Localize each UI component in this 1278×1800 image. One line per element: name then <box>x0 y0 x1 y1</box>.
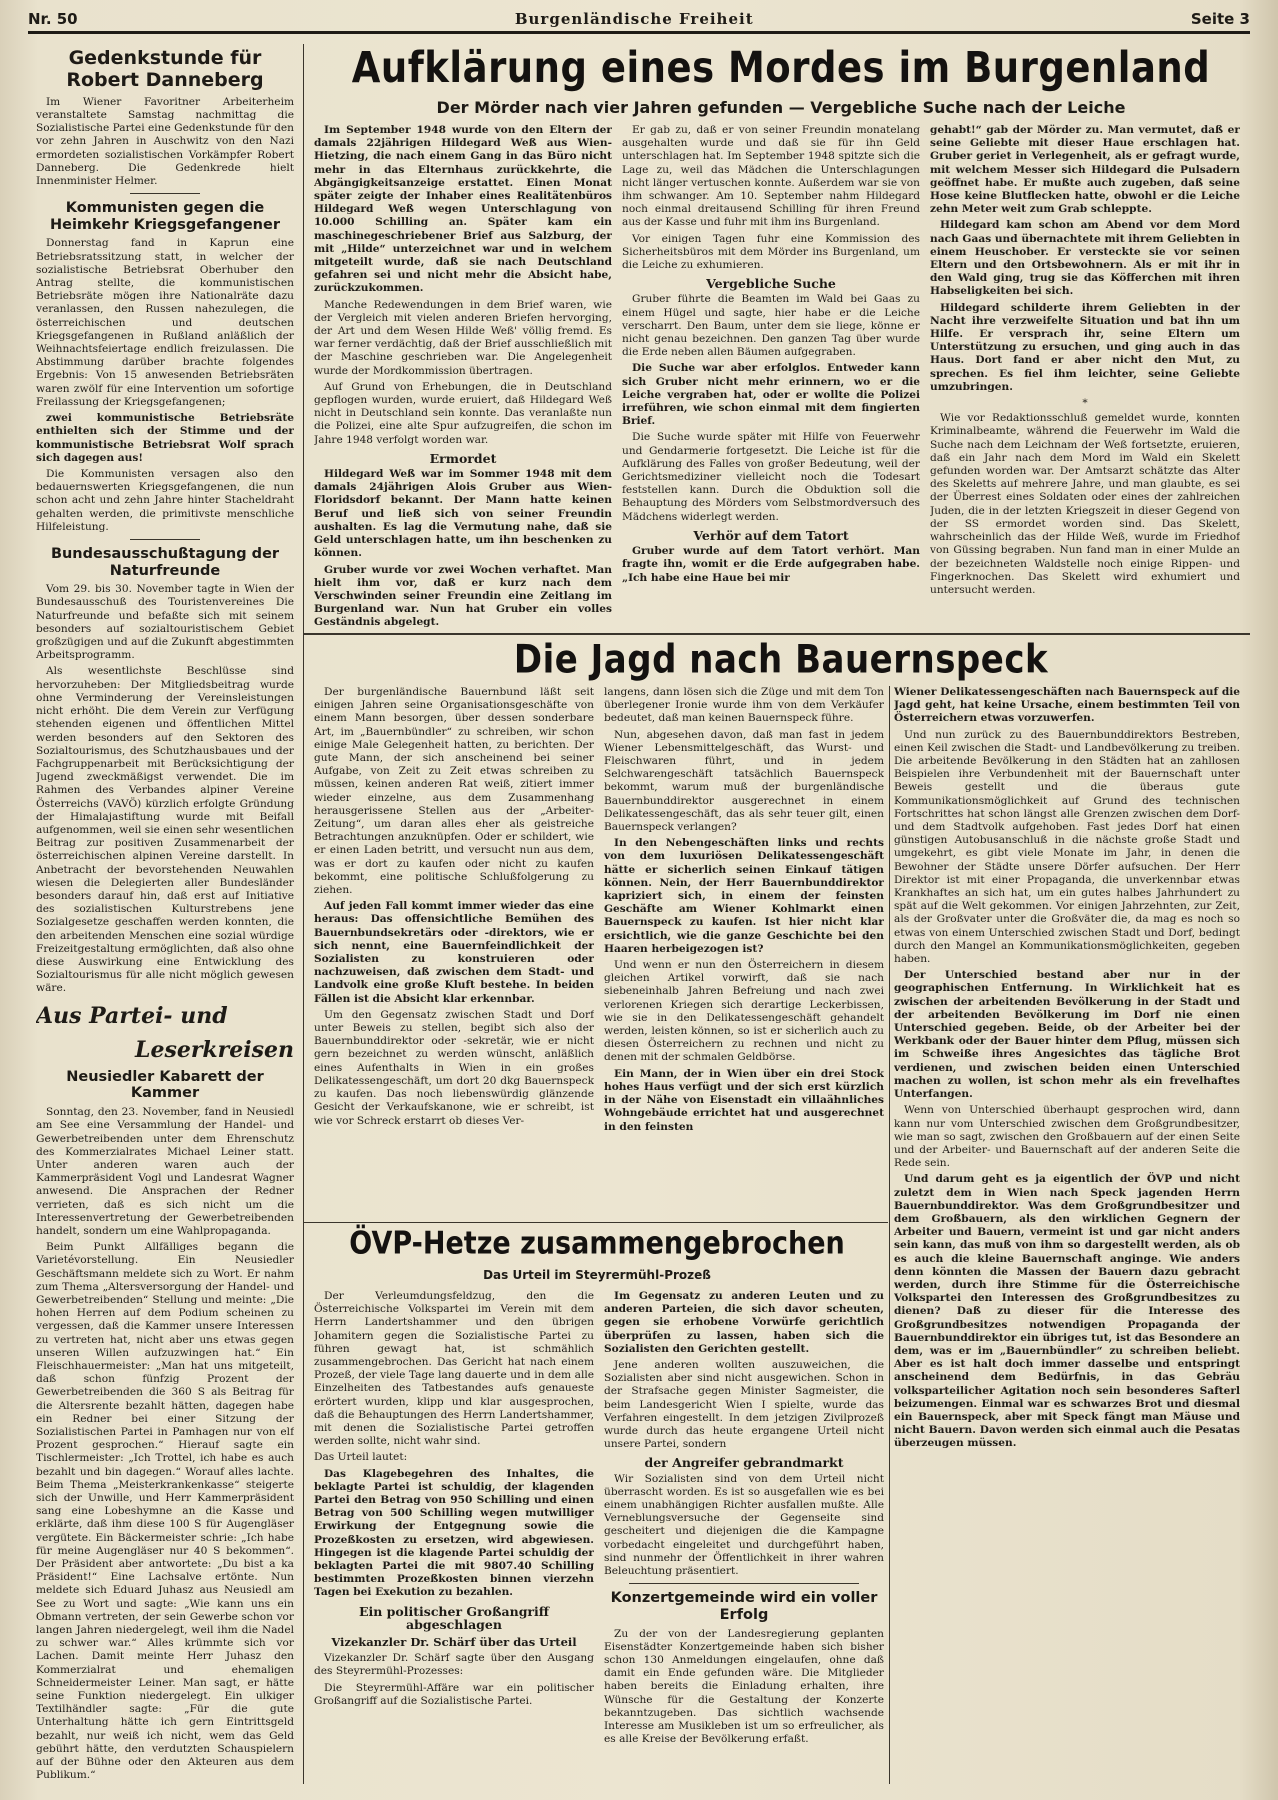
divider <box>130 193 200 194</box>
subheading-suche: Vergebliche Suche <box>706 276 836 292</box>
article-text: Gruber führte die Beamten im Wald bei Gaas zu einem Hügel und sagte, hier habe er die Leiche verscharrt. Den Baum, unter dem sie liege, könne er nicht genau bezeichnen. Den ganzen Tag über wurde die Erde neben allen Bäumen aufgegraben. <box>622 293 920 359</box>
separator-star: * <box>1082 397 1088 410</box>
subheadline-mord: Der Mörder nach vier Jahren gefunden — Vergebliche Suche nach der Leiche <box>436 98 1126 117</box>
article-text: Gruber wurde vor zwei Wochen verhaftet. Man hielt ihm vor, daß er kurz nach dem Verschwinden seiner Freundin eine Zeitlang im Burgenland war. Nun hat Gruber ein volles Geständnis abgelegt. <box>314 563 612 629</box>
section-rule-mord <box>304 633 1250 635</box>
article-text: Im September 1948 wurde von den Eltern der damals 22jährigen Hildegard Weß aus Wien-Hietzing, die nach einem Gang in das Büro nicht mehr in das Elternhaus zurückkehrte, die Abgängigkeitsanzeige erstattet. Einen Monat später zeigte der Inhaber eines Realitätenbüros Hildegard Weß wegen Unterschlagung von 10.000 Schilling an. Später kam ein maschinegeschriebener Brief aus Salzburg, der mit „Hilde“ unterzeichnet war und in welchem mitgeteilt wurde, daß sie nach Deutschland gefahren sei und nicht mehr die Absicht habe, zurückzukommen. <box>314 124 612 295</box>
article-text: Vor einigen Tagen fuhr eine Kommission des Sicherheitsbüros mit dem Mörder ins Burgenland, um die Leiche zu exhumieren. <box>622 232 920 272</box>
subheading-grossangriff: Ein politischer Großangriff abgeschlagen <box>358 1603 550 1632</box>
subheading-verhoer: Verhör auf dem Tatort <box>693 527 849 543</box>
article-text: Hildegard Weß war im Sommer 1948 mit dem damals 24jährigen Alois Gruber aus Wien-Floridsdorf bekannt. Der Mann hatte keinen Beruf und ließ sich von seiner Freundin aushalten. Es lag die Vermutung nahe, daß sie Geld unterschlagen hatte, um ihn beschenken zu können. <box>314 468 612 560</box>
article-text: Ein Mann, der in Wien über ein drei Stock hohes Haus verfügt und der sich erst kürzlich in der Nähe von Eisenstadt ein villaähnliches Wohngebäude errichtet hat und ausgerechnet in den feinsten <box>604 1067 884 1133</box>
article-title-kabarett: Neusiedler Kabarett der Kammer <box>66 1068 264 1102</box>
article-text: Wiener Delikatessengeschäften nach Bauernspeck auf die Jagd geht, hat keine Ursache, einem bestimmten Teil von Österreichern etwas vorzuwerfen. <box>894 686 1240 725</box>
article-text: Als wesentlichste Beschlüsse sind hervorzuheben: Der Mitgliedsbeitrag wurde ohne Verminderung der Vereinsleistungen nicht erhöht. Die dem Verein zur Verfügung stehenden eigenen und öffentlichen Mittel werden besonders auf den Sektoren des Sozialtourismus, des Schutzhausbaues und der Fachgruppenarbeit mit Berücksichtigung der Jugend zweckmäßigst verwendet. Die im Rahmen des Verbandes alpiner Vereine Österreichs (VAVÖ) kürzlich erfolgte Gründung der Himalajastiftung wurde mit Beifall aufgenommen, weil sie einen sehr wesentlichen Beitrag zur positiven Zusammenarbeit der österreichischen alpinen Vereine darstellt. In Anbetracht der bevorstehenden Neuwahlen wiesen die Delegierten aller Bundesländer besonders darauf hin, daß erst auf Initiative des sozialistischen Kulturstrebens jene Sozialgesetze geschaffen werden konnten, die den arbeitenden Menschen eine sozial würdige Freizeitgestaltung ermöglichten, daß also ohne diese Auswirkung eine Entwicklung des Sozialtourismus für alle nicht möglich gewesen wäre. <box>36 665 294 995</box>
article-text: Wenn von Unterschied überhaupt gesprochen wird, dann kann nur vom Unterschied zwischen dem Großgrundbesitzer, wie man so sagt, zwischen den Großbauern auf der einen Seite und der Arbeiter- und Bauernschaft auf der anderen Seite die Rede sein. <box>894 1104 1240 1170</box>
article-text: Hildegard kam schon am Abend vor dem Mord nach Gaas und übernachtete mit ihrem Geliebten in einem Heuschober. Er versteckte sie vor seinen Eltern und den Ortsbewohnern. Als er mit ihr in den Wald ging, trug sie das Köfferchen mit ihren Habseligkeiten bei sich. <box>930 219 1240 298</box>
article-text: Wie vor Redaktionsschluß gemeldet wurde, konnten Kriminalbeamte, während die Feuerwehr im Wald die Suche nach dem Leichnam der Weß fortsetzte, eruieren, daß ein Jahr nach dem Mord im Wald ein Skelett gefunden worden war. Der Amtsarzt schätzte das Alter des Skeletts auf mehrere Jahre, und man glaubte, es sei der Überrest eines Soldaten oder eines der zahlreichen Juden, die in der letzten Kriegszeit in dieser Gegend von der SS ermordet worden sind. Das Skelett, wahrscheinlich das der Hilde Weß, wurde im Friedhof von Güssing begraben. Nun fand man in einer Mulde an der bezeichneten Waldstelle noch einige Rippen- und Fingerknochen. Das Skelett wird exhumiert und untersucht werden. <box>930 412 1240 596</box>
article-text: gehabt!“ gab der Mörder zu. Man vermutet, daß er seine Geliebte mit dieser Haue erschlagen hat. Gruber geriet in Verlegenheit, als er gefragt wurde, mit welchem Messer sich Hildegard die Pulsadern geöffnet habe. Er mußte auch zugeben, daß seine Hose keine Blutflecken hatte, obwohl er die Leiche zehn Meter weit zum Grab schleppte. <box>930 124 1240 216</box>
article-text: Und nun zurück zu des Bauernbunddirektors Bestreben, einen Keil zwischen die Stadt- und Landbevölkerung zu treiben. Die arbeitende Bevölkerung in den Städten hat an zahllosen Beispielen ihre Verbundenheit mit der Bauernschaft unter Beweis gestellt und die überaus gute Kommunikationsmöglichkeit auf Grund des technischen Fortschrittes hat schon längst alle Grenzen zwischen dem Dorf- und dem Stadtvolk aufgehoben. Fast jedes Dorf hat einen günstigen Autobusanschluß in die nächste große Stadt und umgekehrt, es gibt viele Monate im Jahr, in denen die Bewohner der Städte unsere Dörfer aufsuchen. Der Herr Direktor ist mit einer Propaganda, die unverkennbar etwas Krankhaftes an sich hat, um ein gutes halbes Jahrhundert zu spät auf die Welt gekommen. Vor einigen Jahrzehnten, zur Zeit, als der Großvater unter die Großväter die, da mag es noch so etwas von einem Unterschied zwischen Stadt und Dorf, bedingt durch den Mangel an Kommunikationsmöglichkeiten, gegeben haben. <box>894 728 1240 966</box>
article-title-naturfreunde: Bundesausschußtagung der Naturfreunde <box>50 545 280 579</box>
jagd-column-1 <box>314 686 594 1218</box>
article-text: Donnerstag fand in Kaprun eine Betriebsratssitzung statt, in welcher der sozialistische Betriebsrat Oberhuber den Antrag stellte, die kommunistischen Betriebsräte mögen ihre Nationalräte dazu veranlassen, den Russen nahezulegen, die österreichischen und deutschen Kriegsgefangenen in Rußland anläßlich der Weihnachtsfeiertage endlich freizulassen. Die Abstimmung darüber brachte folgendes Ergebnis: Von 15 anwesenden Betriebsräten waren zwölf für eine Intervention um sofortige Freilassung der Kriegsgefangenen; <box>36 237 294 408</box>
article-text: Die Suche wurde später mit Hilfe von Feuerwehr und Gendarmerie fortgesetzt. Die Leiche ist für die Aufklärung des Falles von großer Bedeutung, weil der Gerichtsmediziner vielleicht noch die Todesart feststellen kann. Durch die Obduktion soll die Behauptung des Mörders vom Selbstmordversuch des Mädchens widerlegt werden. <box>622 431 920 523</box>
article-text: Vom 29. bis 30. November tagte in Wien der Bundesausschuß des Touristenvereines Die Naturfreunde und befaßte sich mit seinem besonders auf sozialtouristischem Gebiet großzügigen und auf die Zukunft abgestimmten Arbeitsprogramm. <box>36 583 294 662</box>
headline-mord: Aufklärung eines Mordes im Burgenland <box>351 42 1211 93</box>
rubric-title-line2: Leserkreisen <box>134 1037 294 1064</box>
article-text: Wir Sozialisten sind von dem Urteil nicht überrascht worden. Es ist so ausgefallen wie es bei einem unabhängigen Richter ausfallen mußte. Alle Verneblungsversuche der Gegenseite sind gescheitert und diejenigen die die Kampagne vorbedacht eingeleitet und durchgeführt haben, sind nunmehr der Öffentlichkeit in ihrer wahren Beleuchtung präsentiert. <box>604 1472 884 1578</box>
subheading-angreifer: der Angreifer gebrandmarkt <box>644 1455 844 1471</box>
article-text: Im Gegensatz zu anderen Leuten und zu anderen Parteien, die sich davor scheuten, gegen sie erhobene Vorwürfe gerichtlich überprüfen zu lassen, haben sich die Sozialisten den Gerichten gestellt. <box>604 1290 884 1355</box>
column-rule <box>889 686 890 1784</box>
article-text: Und darum geht es ja eigentlich der ÖVP und nicht zuletzt dem in Wien nach Speck jagenden Herrn Bauernbunddirektor. Was dem Großgrundbesitzer und dem Großbauern, als den wirklichen Gegnern der Arbeiter und Bauern, vermeint ist und gar nicht anders sein kann, das muß von ihm so dargestellt werden, als ob es auch die kleine Bauernschaft anginge. Wie anders denn könnten die Massen der Bauern dazu gebracht werden, durch ihre Stimme für die Österreichische Volkspartei den Interessen des Großgrundbesitzes zu dienen? Daß zu dieser für die Interesse des Großgrundbesitzes notwendigen Propaganda der Bauernbunddirektor ein übriges tut, ist das Besondere an dem, was er im „Bauernbündler“ zu schreiben beliebt. Aber es ist halt doch immer dasselbe und entspringt anscheinend dem Bedürfnis, in das Gebräu volksparteilicher Agitation noch sein besonderes Safterl beizumengen. Einmal war es schwarzes Brot und diesmal ein Bauernspeck, aber mit Speck fängt man Mäuse und nicht Bauern. Davon werden sich einmal auch die Pesatas überzeugen müssen. <box>894 1173 1240 1450</box>
article-text: Im Wiener Favoritner Arbeiterheim veranstaltete Samstag nachmittag die Sozialistische Partei eine Gedenkstunde für den vor zehn Jahren in Auschwitz von den Nazi ermordeten sozialistischen Vorkämpfer Robert Danneberg. Die Gedenkrede hielt Innenminister Helmer. <box>36 95 294 187</box>
article-title-kommunisten: Kommunisten gegen die Heimkehr Kriegsgefangener <box>49 200 280 233</box>
mord-column-2 <box>622 124 920 632</box>
issue-number: Nr. 50 <box>28 10 78 28</box>
article-text: Das Klagebegehren des Inhaltes, die beklagte Partei ist schuldig, der klagenden Partei den Betrag von 950 Schilling und einen Betrag von 500 Schilling wegen mutwilliger Erwirkung der Entgegnung sowie die Prozeßkosten zu ersetzen, wird abgewiesen. Hingegen ist die klagende Partei schuldig der beklagten Partei die mit 9807.40 Schilling bestimmten Prozeßkosten binnen vierzehn Tagen bei Exekution zu bezahlen. <box>314 1467 594 1599</box>
mord-column-3 <box>930 124 1240 632</box>
subheading-ermordet: Ermordet <box>429 450 497 466</box>
article-text: Gruber wurde auf dem Tatort verhört. Man fragte ihn, womit er die Erde aufgegraben habe. „Ich habe eine Haue bei mir <box>622 545 920 584</box>
article-text: Beim Punkt Allfälliges begann die Varietévorstellung. Ein Neusiedler Geschäftsmann meldete sich zu Wort. Er nahm zum Thema „Altersversorgung der Handel- und Gewerbetreibenden“ Stellung und meinte: „Die hohen Herren auf dem Podium scheinen zu vergessen, daß die Kammer unsere Interessen zu vertreten hat, nicht aber uns etwas gegen unseren Willen aufzuzwingen hat.“ Ein Fleischhauermeister: „Man hat uns mitgeteilt, daß schon fünfzig Prozent der Gewerbetreibenden die 360 S als Beitrag für die Altersrente bezahlt hätten, dagegen habe ein Redner bei einer Sitzung der Sozialistischen Partei in Pamhagen nur von elf Prozent gesprochen.“ Hierauf sagte ein Tischlermeister: „Ich Trottel, ich habe es auch bezahlt und bin dagegen.“ Worauf alles lachte. Beim Thema „Meisterkrankenkasse“ steigerte sich der Unwille, und Herr Kammerpräsident sang eine Lobeshymne an die Kasse und erklärte, daß ihm diese 100 S für Augengläser vergütete. Ein Bäckermeister schrie: „Ich habe für meine Augengläser nur 40 S bekommen“. Der Präsident aber antwortete: „Du bist a ka Präsident!“ Eine Lachsalve ertönte. Nun meldete sich Eduard Juhasz aus Neusiedl am See zu Wort und sagte: „Wie kann uns ein Obmann vertreten, der sein Gewerbe schon vor langen Jahren niedergelegt, weil ihm die Nadel zu schwer war.“ Alles krümmte sich vor Lachen. Damit meinte Herr Juhasz den Kommerzialrat und ehemaligen Schneidermeister Leiner. Man sagt, er hätte seine Funktion niedergelegt. Ein ulkiger Textilhändler sagte: „Für die gute Unterhaltung hätte ich gern Eintrittsgeld bezahlt, nur weiß ich nicht, wem das Geld gebührt hätte, den verdutzten Schauspielern auf der Bühne oder den Akteuren aus dem Publikum.“ <box>36 1241 294 1782</box>
headline-jagd: Die Jagd nach Bauernspeck <box>513 637 1049 683</box>
section-rule-oevp <box>304 1222 888 1223</box>
article-text: Jene anderen wollten auszuweichen, die Sozialisten aber sind nicht ausgewichen. Schon in der Strafsache gegen Minister Sagmeister, die beim Landesgericht Wien I spielte, wurde das Verfahren eingestellt. In dem jetzigen Zivilprozeß wurde durch das heute ergangene Urteil nicht unsere Partei, sondern <box>604 1359 884 1451</box>
article-text: Sonntag, den 23. November, fand in Neusiedl am See eine Versammlung der Handel- und Gewerbetreibenden unter dem Ehrenschutz des Kommerzialrates Michael Leiner statt. Unter anderen waren auch der Kammerpräsident Vogl und Landesrat Wagner anwesend. Die Ansprachen der Redner verrieten, daß es sich nicht um die Interessenvertretung der Gewerbetreibenden handelt, sondern um eine Wahlpropaganda. <box>36 1106 294 1237</box>
rubric-title-line1: Aus Partei- und <box>36 1002 228 1029</box>
article-text: Der burgenländische Bauernbund läßt seit einigen Jahren seine Organisationsgeschäfte von einem Mann besorgen, über dessen sonderbare Art, im „Bauernbündler“ zu schreiben, wir schon einige Male Gelegenheit hatten, zu berichten. Der gute Mann, der sich anscheinend bei seiner Aufgabe, von Zeit zu Zeit etwas schreiben zu müssen, keinen anderen Rat weiß, zitiert immer wieder einzelne, aus dem Zusammenhang herausgerissene Stellen aus der „Arbeiter-Zeitung“, um daran alles eher als geistreiche Betrachtungen anzuknüpfen. Oder er schildert, wie er einen Laden betritt, und versucht nun aus dem, was er dort zu kaufen oder nicht zu kaufen bekommt, eine politische Schlußfolgerung zu ziehen. <box>314 686 594 897</box>
article-text: Zu der von der Landesregierung geplanten Eisenstädter Konzertgemeinde haben sich bisher schon 130 Anmeldungen eingelaufen, ohne daß damit ein Ende gefunden wäre. Die Mitglieder haben bereits die Einladung erhalten, ihre Wünsche für die Gestaltung der Konzerte bekanntzugeben. Das sichtlich wachsende Interesse am Musikleben ist um so erfreulicher, als es alle Kreise der Bevölkerung erfaßt. <box>604 1627 884 1746</box>
article-text: Die Kommunisten versagen also den bedauernswerten Kriegsgefangenen, die nun schon acht und zehn Jahre hinter Stacheldraht gehalten werden, die primitivste menschliche Hilfeleistung. <box>36 467 294 533</box>
article-text: Hildegard schilderte ihrem Geliebten in der Nacht ihre verzweifelte Situation und bat ihn um Hilfe. Er versprach ihr, seine Eltern um Unterstützung zu ersuchen, und ging auch in das Haus. Dort fand er aber nicht den Mut, zu sprechen. Es fiel ihm leichter, seine Geliebte umzubringen. <box>930 301 1240 393</box>
subheading-schaerf: Vizekanzler Dr. Schärf über das Urteil <box>331 1635 577 1650</box>
headline-oevp: ÖVP-Hetze zusammengebrochen <box>349 1225 845 1262</box>
article-text: Und wenn er nun den Österreichern in diesem gleichen Artikel vorwirft, daß sie nach siebeneinhalb Jahren Befreiung und nach zwei verlorenen Kriegen sich derartige Leckerbissen, wie sie in den Delikatessengeschäft gehandelt werden, leisten können, so ist er sicherlich auch zu diesen Österreichern zu rechnen und nicht zu denen mit der schmalen Geldbörse. <box>604 959 884 1064</box>
oevp-column-1 <box>314 1290 594 1790</box>
mord-column-1 <box>314 124 612 632</box>
article-text: Die Steyrermühl-Affäre war ein politischer Großangriff auf die Sozialistische Partei. <box>314 1681 594 1707</box>
article-text: Auf jeden Fall kommt immer wieder das eine heraus: Das offensichtliche Bemühen des Bauernbundsekretärs oder -direktors, wie er sich nennt, eine Bauernfeindlichkeit der Sozialisten zu konstruieren oder nachzuweisen, daß zwischen dem Stadt- und Landvolk eine große Kluft bestehe. In beiden Fällen ist die Absicht klar erkennbar. <box>314 900 594 1005</box>
article-text: Der Verleumdungsfeldzug, den die Österreichische Volkspartei im Verein mit dem Herrn Landertshammer und den übrigen Johamitern gegen die Sozialistische Partei zu führen gewagt hat, ist schmählich zusammengebrochen. Das Gericht hat nach einem Prozeß, der viele Tage lang dauerte und in dem alle Einzelheiten des Tatbestandes aufs genaueste erörtert wurden, klipp und klar ausgesprochen, daß die Behauptungen des Herrn Landertshammer, mit denen die Sozialistische Partei getroffen werden sollte, nicht wahr sind. <box>314 1290 594 1448</box>
article-text: Die Suche war aber erfolglos. Entweder kann sich Gruber nicht mehr erinnern, wo er die Leiche vergraben hat, oder er wollte die Polizei irreführen, wie schon einmal mit dem fingierten Brief. <box>622 362 920 428</box>
paper-name: Burgenländische Freiheit <box>514 10 754 28</box>
divider <box>130 539 200 540</box>
left-column <box>36 44 294 1794</box>
article-text: Das Urteil lautet: <box>314 1451 408 1464</box>
page-number: Seite 3 <box>1190 10 1250 28</box>
article-title-danneberg: Gedenkstunde für Robert Danneberg <box>66 47 264 91</box>
article-text: Vizekanzler Dr. Schärf sagte über den Ausgang des Steyrermühl-Prozesses: <box>314 1652 594 1678</box>
article-text: Nun, abgesehen davon, daß man fast in jedem Wiener Lebensmittelgeschäft, das Wurst- und Fleischwaren führt, und in jedem Selchwarengeschäft tatsächlich Bauernspeck bekommt, warum muß der burgenländische Bauernbunddirektor ausgerechnet in einem Delikatessengeschäft, das als sehr teuer gilt, einen Bauernspeck verlangen? <box>604 728 884 834</box>
article-text: Auf Grund von Erhebungen, die in Deutschland gepflogen wurden, wurde eruiert, daß Hildegard Weß nicht in Deutschland sein konnte. Das veranlaßte nun die Polizei, eine alte Spur aufzugreifen, die schon im Jahre 1948 verfolgt worden war. <box>314 380 612 446</box>
jagd-column-3 <box>894 686 1240 1786</box>
article-title-konzertgemeinde: Konzertgemeinde wird ein voller Erfolg <box>610 1590 878 1623</box>
article-text: Der Unterschied bestand aber nur in der geographischen Entfernung. In Wirklichkeit hat es zwischen der arbeitenden Bevölkerung in der Stadt und der arbeitenden Bevölkerung im Dorf nie einen Unterschied gegeben. Beide, ob der Arbeiter bei der Werkbank oder der Bauer hinter dem Pflug, müssen sich im Schweiße ihres Angesichtes das tägliche Brot verdienen, und zwischen beiden einen Unterschied machen zu wollen, ist schon mehr als ein frevelhaftes Unterfangen. <box>894 969 1240 1101</box>
jagd-column-2 <box>604 686 884 1218</box>
subheadline-oevp: Das Urteil im Steyrermühl-Prozeß <box>483 1268 711 1282</box>
article-text: Um den Gegensatz zwischen Stadt und Dorf unter Beweis zu stellen, begibt sich also der Bauernbunddirektor oder -sekretär, wie er nicht gern bezeichnet zu werden wünscht, anläßlich eines Aufenthalts in Wien in ein großes Delikatessengeschäft, um dort 20 dkg Bauernspeck zu kaufen. Das noch liebenswürdig glänzende Gesicht der Verkaufskanone, wie er schreibt, ist wie vor Schreck erstarrt ob dieses Ver- <box>314 1008 594 1127</box>
article-text: zwei kommunistische Betriebsräte enthielten sich der Stimme und der kommunistische Betriebsrat Wolf sprach sich dagegen aus! <box>36 412 294 464</box>
divider <box>629 1583 859 1584</box>
article-text: Manche Redewendungen in dem Brief waren, wie der Vergleich mit vielen anderen Briefen hervorging, der Art und dem Wesen Hilde Weß' völlig fremd. Es war ferner verdächtig, daß der Brief ausschließlich mit der Maschine geschrieben war. Die Angelegenheit wurde der Mordkommission übertragen. <box>314 298 612 377</box>
article-text: langens, dann lösen sich die Züge und mit dem Ton überlegener Ironie wurde ihm von dem Verkäufer bedeutet, daß man keinen Bauernspeck führe. <box>604 686 884 725</box>
masthead <box>28 6 1250 34</box>
oevp-column-2 <box>604 1290 884 1790</box>
article-text: In den Nebengeschäften links und rechts von dem luxuriösen Delikatessengeschäft hätte er sicherlich seinen Einkauf tätigen können. Nein, der Herr Bauernbunddirektor kapriziert sich, in einem der feinsten Geschäfte am Wiener Kohlmarkt einen Bauernspeck zu kaufen. Ist hier nicht klar ersichtlich, wie die ganze Geschichte bei den Haaren herbeigezogen ist? <box>604 837 884 955</box>
article-text: Er gab zu, daß er von seiner Freundin monatelang ausgehalten wurde und daß sie für ihn Geld unterschlagen hat. Im September 1948 spitzte sich die Lage zu, weil das Mädchen die Unterschlagungen nicht länger vertuschen konnte. Außerdem war sie von ihm schwanger. Am 10. September nahm Hildegard noch einmal dreitausend Schilling für ihren Freund aus der Kasse und fuhr mit ihm ins Burgenland. <box>622 124 920 229</box>
column-rule <box>303 44 304 1784</box>
